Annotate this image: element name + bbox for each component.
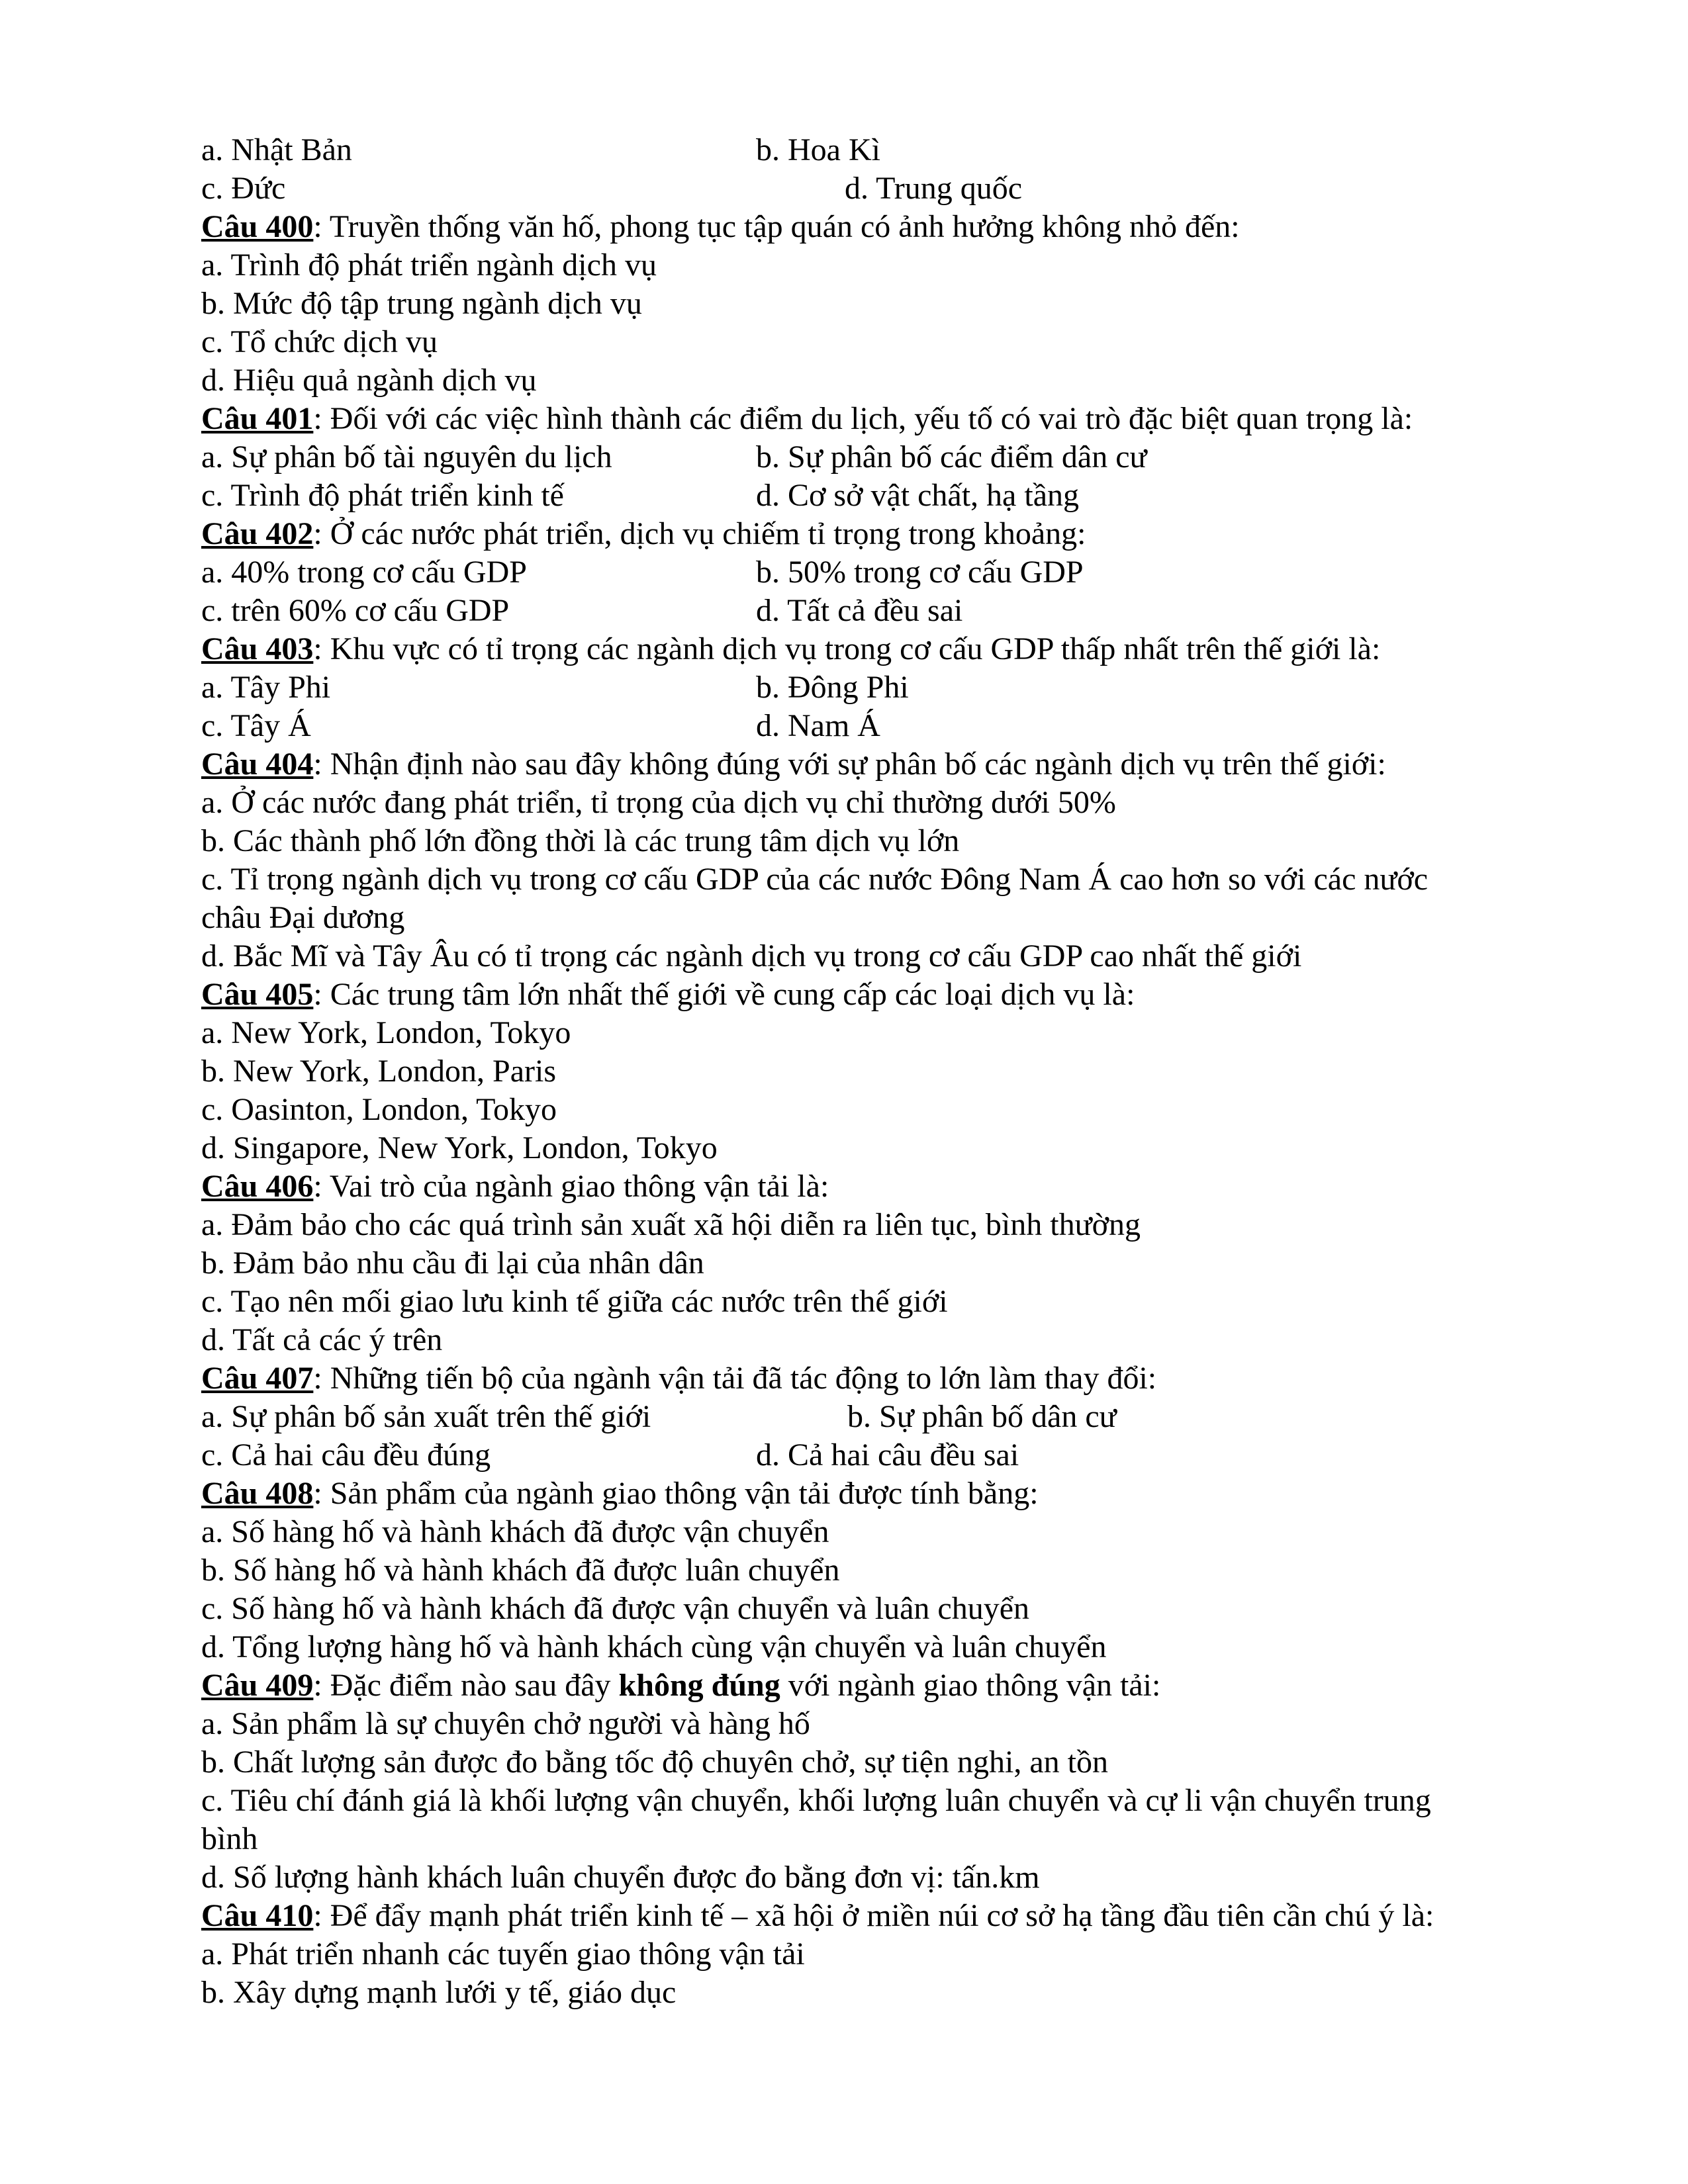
q406-option-a: a. Đảm bảo cho các quá trình sản xuất xã hội diễn ra liên tục, bình thường — [201, 1207, 1141, 1242]
q410-option-b: b. Xây dựng mạnh lưới y tế, giáo dục — [201, 1975, 677, 2010]
q403-text: : Khu vực có tỉ trọng các ngành dịch vụ trong cơ cấu GDP thấp nhất trên thế giới là: — [313, 631, 1381, 666]
q401-row-ab — [201, 438, 1525, 477]
q407-option-b: b. Sự phân bố dân cư — [847, 1399, 1117, 1434]
q409-option-d: d. Số lượng hành khách luân chuyển được đo bằng đơn vị: tấn.km — [201, 1860, 1040, 1895]
q408-question — [201, 1475, 1525, 1513]
q400-label: Câu 400 — [201, 209, 314, 244]
q399-option-a: a. Nhật Bản — [201, 132, 352, 167]
q409-label: Câu 409 — [201, 1668, 314, 1703]
q404-option-b: b. Các thành phố lớn đồng thời là các trung tâm dịch vụ lớn — [201, 823, 960, 858]
q408-option-c: c. Số hàng hố và hành khách đã được vận chuyển và luân chuyển — [201, 1591, 1029, 1626]
q404-option-d: d. Bắc Mĩ và Tây Âu có tỉ trọng các ngành dịch vụ trong cơ cấu GDP cao nhất thế giới — [201, 938, 1302, 974]
q407-text: : Những tiến bộ của ngành vận tải đã tác động to lớn làm thay đổi: — [313, 1361, 1157, 1396]
q409-option-c-line1: c. Tiêu chí đánh giá là khối lượng vận chuyển, khối lượng luân chuyển và cự li vận chuyển trung — [201, 1783, 1431, 1818]
q404-question — [201, 745, 1525, 784]
q400-option-b: b. Mức độ tập trung ngành dịch vụ — [201, 286, 642, 321]
q401-text: : Đối với các việc hình thành các điểm du lịch, yếu tố có vai trò đặc biệt quan trọng là: — [313, 401, 1413, 436]
q408-option-b: b. Số hàng hố và hành khách đã được luân chuyển — [201, 1553, 840, 1588]
q403-option-a: a. Tây Phi — [201, 670, 331, 705]
q407-option-c: c. Cả hai câu đều đúng — [201, 1437, 491, 1473]
q405-question — [201, 976, 1525, 1014]
q406-option-c: c. Tạo nên mối giao lưu kinh tế giữa các nước trên thế giới — [201, 1284, 948, 1319]
q402-option-d: d. Tất cả đều sai — [756, 593, 963, 628]
q405-label: Câu 405 — [201, 977, 314, 1012]
q407-option-d: d. Cả hai câu đều sai — [756, 1437, 1019, 1473]
q405-option-a: a. New York, London, Tokyo — [201, 1015, 571, 1050]
q408-label: Câu 408 — [201, 1476, 314, 1511]
q404-option-c-line1: c. Tỉ trọng ngành dịch vụ trong cơ cấu GDP của các nước Đông Nam Á cao hơn so với các nước — [201, 862, 1429, 897]
q402-option-a: a. 40% trong cơ cấu GDP — [201, 555, 527, 590]
q404-option-c-line2: châu Đại dương — [201, 900, 405, 935]
q406-text: : Vai trò của ngành giao thông vận tải là: — [313, 1169, 829, 1204]
q399-option-d: d. Trung quốc — [845, 171, 1023, 206]
q402-question — [201, 515, 1525, 553]
q409-text-emphasis: không đúng — [618, 1668, 780, 1703]
q409-text-post: với ngành giao thông vận tải: — [780, 1668, 1161, 1703]
q399-row-ab — [201, 131, 1525, 169]
q407-row-cd — [201, 1436, 1525, 1475]
q404-label: Câu 404 — [201, 747, 314, 782]
q403-row-cd — [201, 707, 1525, 745]
q403-option-b: b. Đông Phi — [756, 670, 909, 705]
q399-option-b: b. Hoa Kì — [756, 132, 880, 167]
q406-label: Câu 406 — [201, 1169, 314, 1204]
q409-option-b: b. Chất lượng sản được đo bằng tốc độ chuyên chở, sự tiện nghi, an tồn — [201, 1745, 1108, 1780]
q402-row-ab — [201, 553, 1525, 592]
q401-question — [201, 400, 1525, 438]
q403-option-d: d. Nam Á — [756, 708, 880, 743]
q401-option-b: b. Sự phân bố các điểm dân cư — [756, 439, 1147, 475]
q402-label: Câu 402 — [201, 516, 314, 551]
q403-option-c: c. Tây Á — [201, 708, 311, 743]
q407-question — [201, 1359, 1525, 1398]
q402-option-c: c. trên 60% cơ cấu GDP — [201, 593, 510, 628]
q407-option-a: a. Sự phân bố sản xuất trên thế giới — [201, 1399, 651, 1434]
q401-option-a: a. Sự phân bố tài nguyên du lịch — [201, 439, 612, 475]
q405-option-d: d. Singapore, New York, London, Tokyo — [201, 1130, 718, 1165]
q400-option-d: d. Hiệu quả ngành dịch vụ — [201, 363, 537, 398]
q407-label: Câu 407 — [201, 1361, 314, 1396]
q410-label: Câu 410 — [201, 1898, 314, 1933]
q401-option-d: d. Cơ sở vật chất, hạ tầng — [756, 478, 1079, 513]
q409-option-c-line2: bình — [201, 1821, 258, 1856]
q410-text: : Để đẩy mạnh phát triển kinh tế – xã hội ở miền núi cơ sở hạ tầng đầu tiên cần chú ý là: — [313, 1898, 1434, 1933]
q401-label: Câu 401 — [201, 401, 314, 436]
q401-row-cd — [201, 477, 1525, 515]
q409-text-pre: : Đặc điểm nào sau đây — [313, 1668, 619, 1703]
q402-row-cd — [201, 592, 1525, 630]
q399-option-c: c. Đức — [201, 171, 286, 206]
q404-option-a: a. Ở các nước đang phát triển, tỉ trọng của dịch vụ chỉ thường dưới 50% — [201, 785, 1116, 820]
q405-option-b: b. New York, London, Paris — [201, 1054, 557, 1089]
q403-row-ab — [201, 668, 1525, 707]
q407-row-ab — [201, 1398, 1525, 1436]
q399-row-cd — [201, 169, 1525, 208]
q403-label: Câu 403 — [201, 631, 314, 666]
q400-question — [201, 208, 1525, 246]
q400-text: : Truyền thống văn hố, phong tục tập quán có ảnh hưởng không nhỏ đến: — [313, 209, 1240, 244]
q405-text: : Các trung tâm lớn nhất thế giới về cung cấp các loại dịch vụ là: — [313, 977, 1135, 1012]
q402-text: : Ở các nước phát triển, dịch vụ chiếm tỉ trọng trong khoảng: — [313, 516, 1086, 551]
q405-option-c: c. Oasinton, London, Tokyo — [201, 1092, 557, 1127]
q406-option-b: b. Đảm bảo nhu cầu đi lại của nhân dân — [201, 1246, 704, 1281]
q403-question — [201, 630, 1525, 668]
q404-text: : Nhận định nào sau đây không đúng với sự phân bố các ngành dịch vụ trên thế giới: — [313, 747, 1386, 782]
q402-option-b: b. 50% trong cơ cấu GDP — [756, 555, 1084, 590]
q409-question — [201, 1666, 1525, 1705]
q401-option-c: c. Trình độ phát triển kinh tế — [201, 478, 564, 513]
q410-option-a: a. Phát triển nhanh các tuyến giao thông vận tải — [201, 1936, 805, 1972]
q408-text: : Sản phẩm của ngành giao thông vận tải được tính bằng: — [313, 1476, 1039, 1511]
q400-option-a: a. Trình độ phát triển ngành dịch vụ — [201, 248, 657, 283]
q409-option-a: a. Sản phẩm là sự chuyên chở người và hàng hố — [201, 1706, 810, 1741]
q406-question — [201, 1167, 1525, 1206]
q408-option-a: a. Số hàng hố và hành khách đã được vận chuyển — [201, 1514, 829, 1549]
q408-option-d: d. Tổng lượng hàng hố và hành khách cùng vận chuyển và luân chuyển — [201, 1629, 1107, 1664]
q400-option-c: c. Tổ chức dịch vụ — [201, 324, 438, 359]
q406-option-d: d. Tất cả các ý trên — [201, 1322, 443, 1357]
q410-question — [201, 1897, 1525, 1935]
